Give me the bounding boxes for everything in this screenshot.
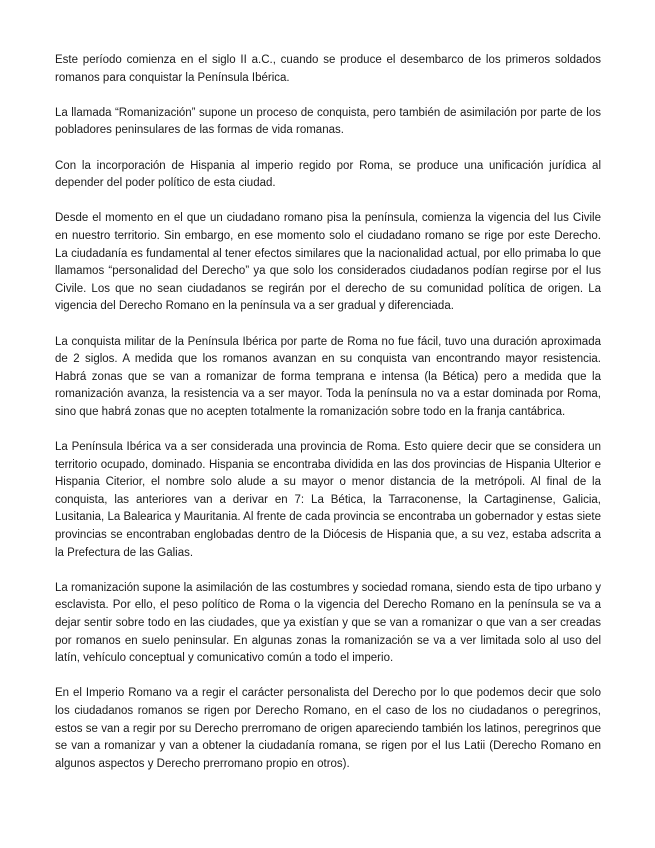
paragraph-6: La Península Ibérica va a ser considerada una provincia de Roma. Esto quiere decir que se considera un territorio ocupado, dominado. Hispania se encontraba dividida en las dos provincias de Hispania Ulterior e Hispania Citerior, el nombre solo alude a su mayor o menor distancia de la metrópoli. Al final de la conquista, las anteriores van a derivar en 7: La Bética, la Tarraconense, la Cartaginense, Galicia, Lusitania, La Balearica y Mauritania. Al frente de cada provincia se encontraba un gobernador y estas siete provincias se encontraban englobadas dentro de la Diócesis de Hispania que, a su vez, estaba adscrita a la Prefectura de las Galias. — [55, 441, 601, 559]
paragraph-8: En el Imperio Romano va a regir el carácter personalista del Derecho por lo que podemos decir que solo los ciudadanos romanos se rigen por Derecho Romano, en el caso de los no ciudadanos o peregrinos, estos se van a regir por su Derecho prerromano de origen apareciendo también los latinos, peregrinos que se van a romanizar y van a obtener la ciudadanía romana, se rigen por el Ius Latii (Derecho Romano en algunos aspectos y Derecho prerromano propio en otros). — [55, 687, 601, 770]
paragraph-2: La llamada “Romanización” supone un proceso de conquista, pero también de asimilación por parte de los pobladores peninsulares de las formas de vida romanas. — [55, 106, 601, 137]
paragraph-7: La romanización supone la asimilación de las costumbres y sociedad romana, siendo esta de tipo urbano y esclavista. Por ello, el peso político de Roma o la vigencia del Derecho Romano en la península se va a dejar sentir sobre todo en las ciudades, que ya existían y que se van a romanizar o que van a ser creadas por romanos en suelo peninsular. En algunas zonas la romanización se va a ver limitada solo al uso del latín, vehículo conceptual y comunicativo común a todo el imperio. — [55, 581, 601, 665]
paragraph-1: Este período comienza en el siglo II a.C., cuando se produce el desembarco de los primeros soldados romanos para conquistar la Península Ibérica. — [55, 54, 601, 84]
paragraph-4: Desde el momento en el que un ciudadano romano pisa la península, comienza la vigencia del Ius Civile en nuestro territorio. Sin embargo, en ese momento solo el ciudadano romano se rige por este Derecho. La ciudadanía es fundamental al tener efectos similares que la nacionalidad actual, por ello primaba lo que llamamos “personalidad del Derecho” ya que solo los considerados ciudadanos podían regirse por el Ius Civile. Los que no sean ciudadanos se regirán por el derecho de su comunidad política de origen. La vigencia del Derecho Romano en la península va a ser gradual y diferenciada. — [55, 212, 601, 313]
document-page — [55, 52, 601, 791]
paragraph-5: La conquista militar de la Península Ibérica por parte de Roma no fue fácil, tuvo una duración aproximada de 2 siglos. A medida que los romanos avanzan en su conquista van encontrando mayor resistencia. Habrá zonas que se van a romanizar de forma temprana e intensa (la Bética) pero a medida que la romanización avanza, la resistencia va a ser mayor. Toda la península no va a estar dominada por Roma, sino que habrá zonas que no acepten totalmente la romanización sobre todo en la franja cantábrica. — [55, 335, 601, 418]
paragraph-3: Con la incorporación de Hispania al imperio regido por Roma, se produce una unificación jurídica al depender del poder político de esta ciudad. — [55, 159, 601, 190]
